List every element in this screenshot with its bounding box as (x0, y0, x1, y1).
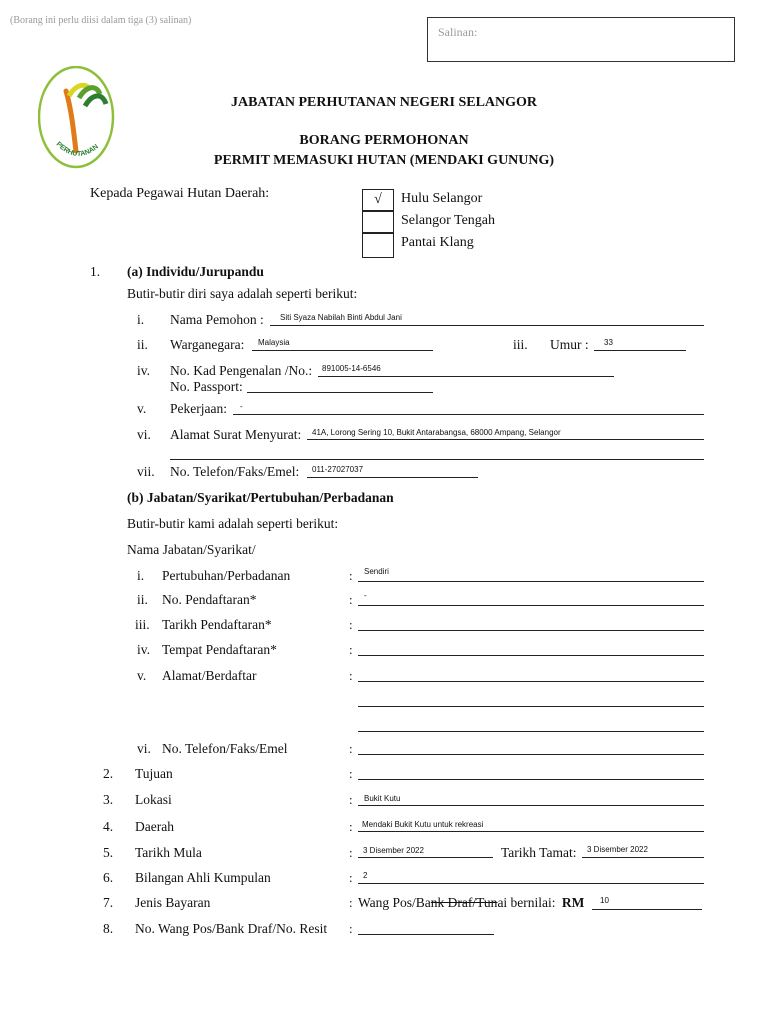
umur-num: iii. (513, 337, 528, 352)
option-selangor-tengah: Selangor Tengah (401, 213, 496, 228)
item-line (358, 883, 704, 884)
item-num: 3. (103, 792, 114, 807)
b-field-num: iv. (137, 642, 150, 657)
passport-line (247, 392, 433, 393)
colon: : (349, 617, 353, 632)
b-field-label: No. Telefon/Faks/Emel (162, 741, 288, 756)
item-value[interactable]: 2 (363, 871, 368, 880)
section-b-intro: Butir-butir kami adalah seperti berikut: (127, 516, 339, 531)
item-value[interactable]: Bukit Kutu (364, 794, 401, 803)
payment-amount[interactable]: 10 (600, 896, 609, 905)
b-field-label: Tempat Pendaftaran* (162, 642, 277, 657)
umur-value[interactable]: 33 (604, 338, 613, 347)
payment-text (358, 895, 584, 911)
section-1-number: 1. (90, 264, 101, 279)
item-num: 7. (103, 895, 114, 910)
tarikh-tamat-label: Tarikh Tamat: (501, 845, 577, 860)
b-field-line (358, 581, 704, 582)
colon: : (349, 895, 353, 910)
b-field-num: ii. (137, 592, 148, 607)
item-value[interactable]: Mendaki Bukit Kutu untuk rekreasi (362, 820, 484, 829)
item-num: 8. (103, 921, 114, 936)
item-label: Bilangan Ahli Kumpulan (135, 870, 271, 885)
colon: : (349, 792, 353, 807)
item-num: 4. (103, 819, 114, 834)
item-line (358, 779, 704, 780)
alamat-line (307, 439, 704, 440)
tarikh-mula-value[interactable]: 3 Disember 2022 (363, 846, 424, 855)
colon: : (349, 568, 353, 583)
b-field-label: Pertubuhan/Perbadanan (162, 568, 291, 583)
umur-label: Umur : (550, 337, 589, 352)
b-alamat-line-3 (358, 731, 704, 732)
payment-amount-line (592, 909, 702, 910)
salinan-box (427, 17, 735, 62)
telefon-line (307, 477, 478, 478)
colon: : (349, 668, 353, 683)
item-line (358, 805, 704, 806)
colon: : (349, 766, 353, 781)
tarikh-tamat-line (582, 857, 704, 858)
pekerjaan-line (233, 414, 704, 415)
telefon-label: No. Telefon/Faks/Emel: (170, 464, 300, 479)
item-num: 5. (103, 845, 114, 860)
checkbox-selangor-tengah[interactable] (362, 211, 394, 233)
copies-note: (Borang ini perlu diisi dalam tiga (3) salinan) (10, 15, 192, 26)
form-title-1: BORANG PERMOHONAN (299, 133, 469, 148)
b-field-value[interactable]: - (364, 591, 367, 600)
item-line (358, 831, 704, 832)
colon: : (349, 819, 353, 834)
alamat-label: Alamat Surat Menyurat: (170, 427, 302, 442)
b-field-line (358, 754, 704, 755)
section-b-title: (b) Jabatan/Syarikat/Pertubuhan/Perbadanan (127, 490, 394, 505)
colon: : (349, 592, 353, 607)
b-field-num: v. (137, 668, 147, 683)
item-num: 2. (103, 766, 114, 781)
b-field-label: Tarikh Pendaftaran* (162, 617, 272, 632)
option-hulu-selangor: Hulu Selangor (401, 191, 483, 206)
kad-value[interactable]: 891005-14-6546 (322, 364, 381, 373)
nama-line (270, 325, 704, 326)
warganegara-line (252, 350, 433, 351)
pekerjaan-num: v. (137, 401, 147, 416)
b-alamat-line-2 (358, 706, 704, 707)
warganegara-label: Warganegara: (170, 337, 245, 352)
alamat-value[interactable]: 41A, Lorong Sering 10, Bukit Antarabangsa, 68000 Ampang, Selangor (312, 428, 561, 437)
kad-line (318, 376, 614, 377)
b-field-num: iii. (135, 617, 150, 632)
dept-title: JABATAN PERHUTANAN NEGERI SELANGOR (230, 95, 538, 110)
item-label: Jenis Bayaran (135, 895, 211, 910)
b-field-num: i. (137, 568, 145, 583)
alamat-num: vi. (137, 427, 151, 442)
nama-value[interactable]: Siti Syaza Nabilah Binti Abdul Jani (280, 313, 402, 322)
warganegara-num: ii. (137, 337, 148, 352)
tarikh-mula-line (358, 857, 493, 858)
colon: : (349, 642, 353, 657)
payment-prefix: Wang Pos/Ba (358, 895, 431, 910)
colon: : (349, 845, 353, 860)
item-label: Daerah (135, 819, 174, 834)
kad-label: No. Kad Pengenalan /No.: (170, 363, 313, 378)
pekerjaan-label: Pekerjaan: (170, 401, 227, 416)
section-a-title: (a) Individu/Jurupandu (127, 264, 264, 279)
b-field-value[interactable]: Sendiri (364, 567, 389, 576)
b-field-line (358, 681, 704, 682)
b-field-line (358, 630, 704, 631)
item-label: Tujuan (135, 766, 173, 781)
item-label: No. Wang Pos/Bank Draf/No. Resit (135, 921, 328, 936)
section-a-intro: Butir-butir diri saya adalah seperti berikut: (127, 286, 358, 301)
b-field-line (358, 655, 704, 656)
telefon-value[interactable]: 011-27027037 (312, 465, 364, 474)
colon: : (349, 870, 353, 885)
payment-struck: nk Draf/Tun (430, 895, 498, 910)
recipient-label: Kepada Pegawai Hutan Daerah: (90, 186, 270, 201)
b-field-line (358, 605, 704, 606)
nama-num: i. (137, 312, 145, 327)
passport-label: No. Passport: (170, 379, 243, 394)
item-line (358, 934, 494, 935)
alamat-line-2 (170, 459, 704, 460)
nama-label: Nama Pemohon : (170, 312, 264, 327)
b-field-label: No. Pendaftaran* (162, 592, 257, 607)
logo-text: PERHUTANAN (54, 140, 100, 158)
nama-jabatan-label: Nama Jabatan/Syarikat/ (127, 542, 256, 557)
option-pantai-klang: Pantai Klang (401, 235, 474, 250)
telefon-num: vii. (137, 464, 155, 479)
item-label: Tarikh Mula (135, 845, 202, 860)
kad-num: iv. (137, 363, 150, 378)
checkbox-hulu-selangor[interactable]: √ (362, 189, 394, 211)
payment-currency: RM (561, 895, 585, 910)
b-field-label: Alamat/Berdaftar (162, 668, 257, 683)
payment-suffix: ai bernilai: (497, 895, 556, 910)
item-label: Lokasi (135, 792, 172, 807)
warganegara-value[interactable]: Malaysia (258, 338, 290, 347)
tarikh-tamat-value[interactable]: 3 Disember 2022 (587, 845, 648, 854)
colon: : (349, 921, 353, 936)
checkbox-pantai-klang[interactable] (362, 233, 394, 258)
b-field-num: vi. (137, 741, 151, 756)
pekerjaan-value[interactable]: - (240, 402, 243, 411)
salinan-label: Salinan: (438, 25, 478, 39)
umur-line (594, 350, 686, 351)
form-title-2: PERMIT MEMASUKI HUTAN (MENDAKI GUNUNG) (213, 153, 555, 168)
colon: : (349, 741, 353, 756)
item-num: 6. (103, 870, 114, 885)
